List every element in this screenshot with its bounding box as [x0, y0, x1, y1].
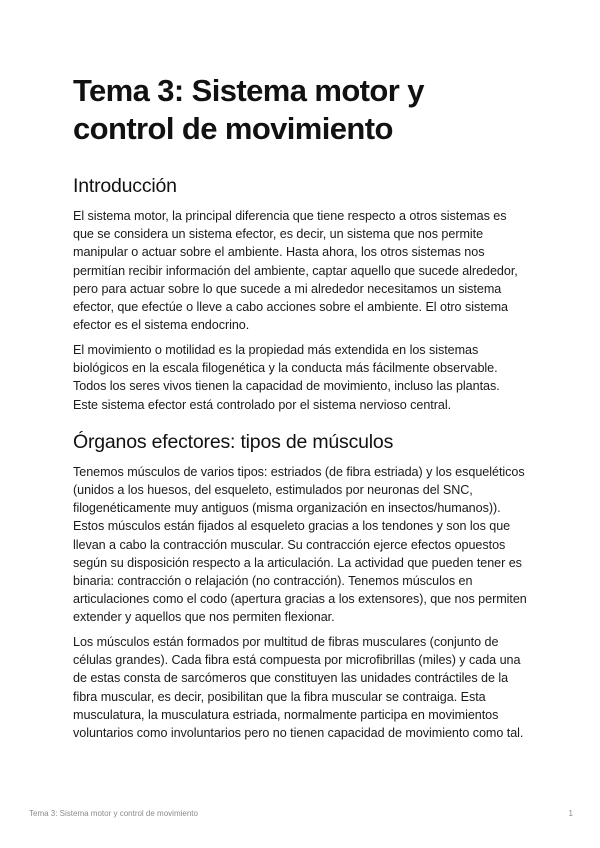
paragraph: Los músculos están formados por multitud de fibras musculares (conjunto de células grandes). Cada fibra está compuesta por microfibrillas (miles) y cada una de estas consta de sarcómeros que constituyen las unidades contráctiles de la fibra muscular, es decir, posibilitan que la fibra muscular se contraiga. Esta musculatura, la musculatura estriada, normalmente participa en movimientos voluntarios como involuntarios pero no tienen capacidad de movimiento como tal.	[73, 635, 524, 741]
page-content	[73, 72, 528, 742]
footer-title: Tema 3: Sistema motor y control de movimiento	[29, 809, 198, 818]
paragraph: El movimiento o motilidad es la propiedad más extendida en los sistemas biológicos en la escala filogenética y la conducta más fácilmente observable. Todos los seres vivos tienen la capacidad de movimiento, incluso las plantas. Este sistema efector está controlado por el sistema nervioso central.	[73, 342, 500, 412]
paragraph: El sistema motor, la principal diferencia que tiene respecto a otros sistemas es que se considera un sistema efector, es decir, un sistema que nos permite manipular o actuar sobre el ambiente. Hasta ahora, los otros sistemas nos permitían recibir información del ambiente, captar aquello que sucede alrededor, pero para actuar sobre lo que sucede a mi alrededor necesitamos un sistema efector, que efectúe o lleve a cabo acciones sobre el ambiente. El otro sistema efector es el sistema endocrino.	[73, 209, 518, 333]
page-number: 1	[568, 809, 573, 818]
section-heading-organos-efectores: Órganos efectores: tipos de músculos	[73, 430, 394, 453]
page-title: Tema 3: Sistema motor y control de movimiento	[73, 73, 424, 146]
paragraph: Tenemos músculos de varios tipos: estriados (de fibra estriada) y los esqueléticos (unidos a los huesos, del esqueleto, estimulados por neuronas del SNC, filogenéticamente muy antiguos (misma organización en insectos/humanos)). Estos músculos están fijados al esqueleto gracias a los tendones y son los que llevan a cabo la contracción muscular. Su contracción ejerce efectos opuestos según su disposición respecto a la articulación. La actividad que pueden tener es binaria: contracción o relajación (no contracción). Tenemos músculos en articulaciones como el codo (apertura gracias a los extensores), que nos permiten extender y aquellos que nos permiten flexionar.	[73, 464, 527, 625]
page-footer	[0, 808, 600, 822]
section-heading-introduccion: Introducción	[73, 175, 177, 197]
